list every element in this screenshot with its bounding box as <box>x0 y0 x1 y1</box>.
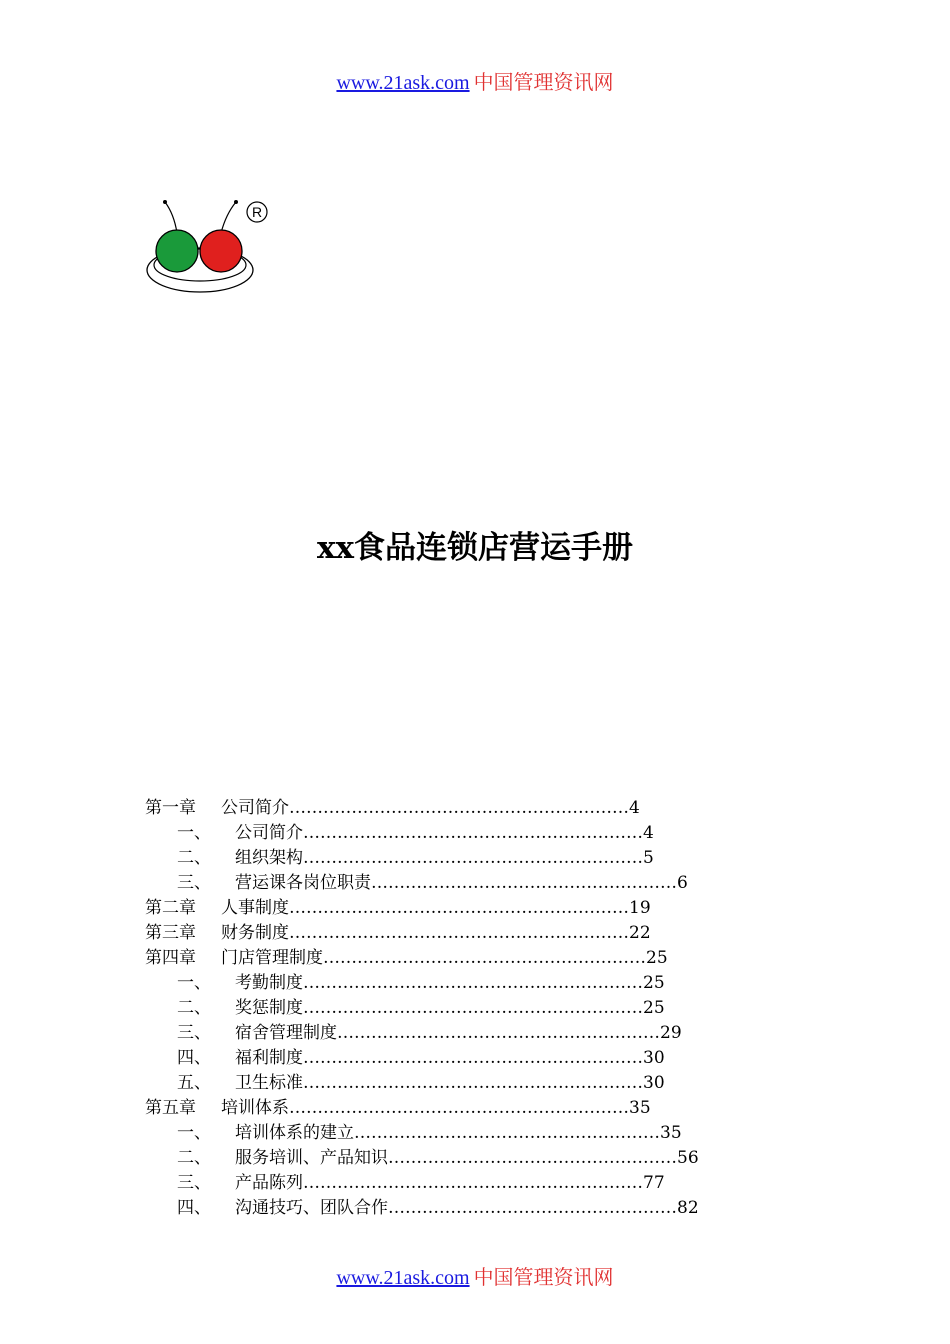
toc-entry-number: 三、 <box>177 1023 211 1043</box>
page-header <box>0 70 950 95</box>
toc-entry[interactable] <box>145 871 745 896</box>
toc-entry-title <box>221 796 640 821</box>
toc-leader-dots: …………………………………………………… <box>303 998 643 1018</box>
toc-entry-page: 25 <box>643 998 665 1018</box>
toc-entry-page: 25 <box>646 948 668 968</box>
toc-entry-page: 4 <box>643 823 654 843</box>
toc-leader-dots: …………………………………………… <box>388 1198 677 1218</box>
footer-site-name: 中国管理资讯网 <box>473 1265 614 1289</box>
toc-entry-title-text: 公司简介 <box>221 798 289 818</box>
toc-entry-title <box>235 1071 665 1096</box>
toc-entry[interactable] <box>145 821 745 846</box>
toc-entry-title-text: 门店管理制度 <box>221 948 323 968</box>
toc-entry-number: 第五章 <box>145 1098 196 1118</box>
toc-entry[interactable] <box>145 796 745 821</box>
toc-leader-dots: …………………………………………………… <box>303 1048 643 1068</box>
toc-entry-page: 19 <box>629 898 651 918</box>
toc-entry-title <box>235 1021 682 1046</box>
toc-entry-page: 5 <box>643 848 654 868</box>
toc-entry-number: 三、 <box>177 873 211 893</box>
toc-leader-dots: …………………………………………………… <box>289 798 629 818</box>
toc-leader-dots: …………………………………………………… <box>303 1173 643 1193</box>
toc-entry[interactable] <box>145 1021 745 1046</box>
toc-leader-dots: …………………………………………………… <box>289 898 629 918</box>
toc-entry-number: 第三章 <box>145 923 196 943</box>
toc-entry-title <box>235 996 665 1021</box>
toc-entry-title <box>235 1121 682 1146</box>
toc-leader-dots: ……………………………………………… <box>354 1123 660 1143</box>
toc-entry-title <box>235 821 654 846</box>
toc-entry-title-text: 财务制度 <box>221 923 289 943</box>
toc-entry[interactable] <box>145 1071 745 1096</box>
toc-entry-title-text: 培训体系 <box>221 1098 289 1118</box>
toc-entry-title <box>235 1196 699 1221</box>
toc-entry[interactable] <box>145 996 745 1021</box>
toc-entry-title-text: 考勤制度 <box>235 973 303 993</box>
toc-entry[interactable] <box>145 1146 745 1171</box>
toc-entry[interactable] <box>145 1171 745 1196</box>
toc-entry-title-text: 服务培训、产品知识 <box>235 1148 388 1168</box>
toc-entry-title <box>235 1171 665 1196</box>
toc-entry-number: 四、 <box>177 1048 211 1068</box>
page-footer <box>0 1265 950 1290</box>
toc-leader-dots: …………………………………………………… <box>303 973 643 993</box>
toc-entry-title-text: 培训体系的建立 <box>235 1123 354 1143</box>
toc-leader-dots: ……………………………………………… <box>371 873 677 893</box>
toc-leader-dots: …………………………………………… <box>388 1148 677 1168</box>
document-title: xx食品连锁店营运手册 <box>317 530 633 566</box>
toc-leader-dots: …………………………………………………… <box>303 848 643 868</box>
toc-entry-title-text: 宿舍管理制度 <box>235 1023 337 1043</box>
toc-entry-page: 29 <box>660 1023 682 1043</box>
table-of-contents <box>145 796 745 1221</box>
toc-entry-title <box>235 871 688 896</box>
toc-entry[interactable] <box>145 846 745 871</box>
toc-leader-dots: …………………………………………………… <box>303 1073 643 1093</box>
toc-entry[interactable] <box>145 921 745 946</box>
toc-entry[interactable] <box>145 1046 745 1071</box>
toc-entry-title <box>221 946 668 971</box>
toc-entry-number: 二、 <box>177 998 211 1018</box>
toc-leader-dots: …………………………………………………… <box>289 923 629 943</box>
toc-entry[interactable] <box>145 1196 745 1221</box>
toc-entry-page: 35 <box>660 1123 682 1143</box>
toc-entry[interactable] <box>145 971 745 996</box>
toc-entry[interactable] <box>145 1096 745 1121</box>
toc-leader-dots: ………………………………………………… <box>323 948 646 968</box>
toc-entry[interactable] <box>145 946 745 971</box>
cherries-logo-icon <box>140 192 280 302</box>
toc-entry-page: 82 <box>677 1198 699 1218</box>
toc-entry-title <box>235 1046 665 1071</box>
toc-entry-number: 三、 <box>177 1173 211 1193</box>
toc-entry-number: 第四章 <box>145 948 196 968</box>
toc-entry-page: 56 <box>677 1148 699 1168</box>
toc-entry-title <box>221 1096 651 1121</box>
site-name: 中国管理资讯网 <box>473 70 614 94</box>
toc-entry-title-text: 福利制度 <box>235 1048 303 1068</box>
toc-entry-title <box>221 896 651 921</box>
toc-leader-dots: …………………………………………………… <box>303 823 643 843</box>
toc-entry-page: 30 <box>643 1073 665 1093</box>
toc-entry-number: 第一章 <box>145 798 196 818</box>
toc-entry-number: 二、 <box>177 848 211 868</box>
toc-entry-title <box>235 846 654 871</box>
toc-entry-title-text: 产品陈列 <box>235 1173 303 1193</box>
toc-entry-title-text: 奖惩制度 <box>235 998 303 1018</box>
toc-entry-number: 二、 <box>177 1148 211 1168</box>
toc-entry-page: 25 <box>643 973 665 993</box>
toc-entry-number: 一、 <box>177 823 211 843</box>
toc-entry-title-text: 公司简介 <box>235 823 303 843</box>
toc-entry-number: 四、 <box>177 1198 211 1218</box>
toc-entry-title <box>221 921 651 946</box>
toc-entry-number: 一、 <box>177 973 211 993</box>
toc-entry-number: 五、 <box>177 1073 211 1093</box>
toc-entry-page: 6 <box>677 873 688 893</box>
toc-entry-page: 4 <box>629 798 640 818</box>
toc-entry-page: 77 <box>643 1173 665 1193</box>
toc-entry-page: 30 <box>643 1048 665 1068</box>
toc-entry-page: 22 <box>629 923 651 943</box>
toc-entry[interactable] <box>145 1121 745 1146</box>
toc-entry-title-text: 沟通技巧、团队合作 <box>235 1198 388 1218</box>
toc-entry[interactable] <box>145 896 745 921</box>
company-logo <box>140 192 280 302</box>
site-url-link[interactable]: www.21ask.com <box>336 72 470 94</box>
toc-entry-page: 35 <box>629 1098 651 1118</box>
toc-entry-title-text: 组织架构 <box>235 848 303 868</box>
toc-leader-dots: ………………………………………………… <box>337 1023 660 1043</box>
toc-entry-title-text: 卫生标准 <box>235 1073 303 1093</box>
toc-entry-number: 第二章 <box>145 898 196 918</box>
toc-entry-title-text: 人事制度 <box>221 898 289 918</box>
toc-entry-number: 一、 <box>177 1123 211 1143</box>
toc-entry-title-text: 营运课各岗位职责 <box>235 873 371 893</box>
toc-entry-title <box>235 1146 699 1171</box>
toc-entry-title <box>235 971 665 996</box>
footer-site-url-link[interactable]: www.21ask.com <box>336 1267 470 1289</box>
registered-mark: R <box>251 204 263 220</box>
toc-leader-dots: …………………………………………………… <box>289 1098 629 1118</box>
